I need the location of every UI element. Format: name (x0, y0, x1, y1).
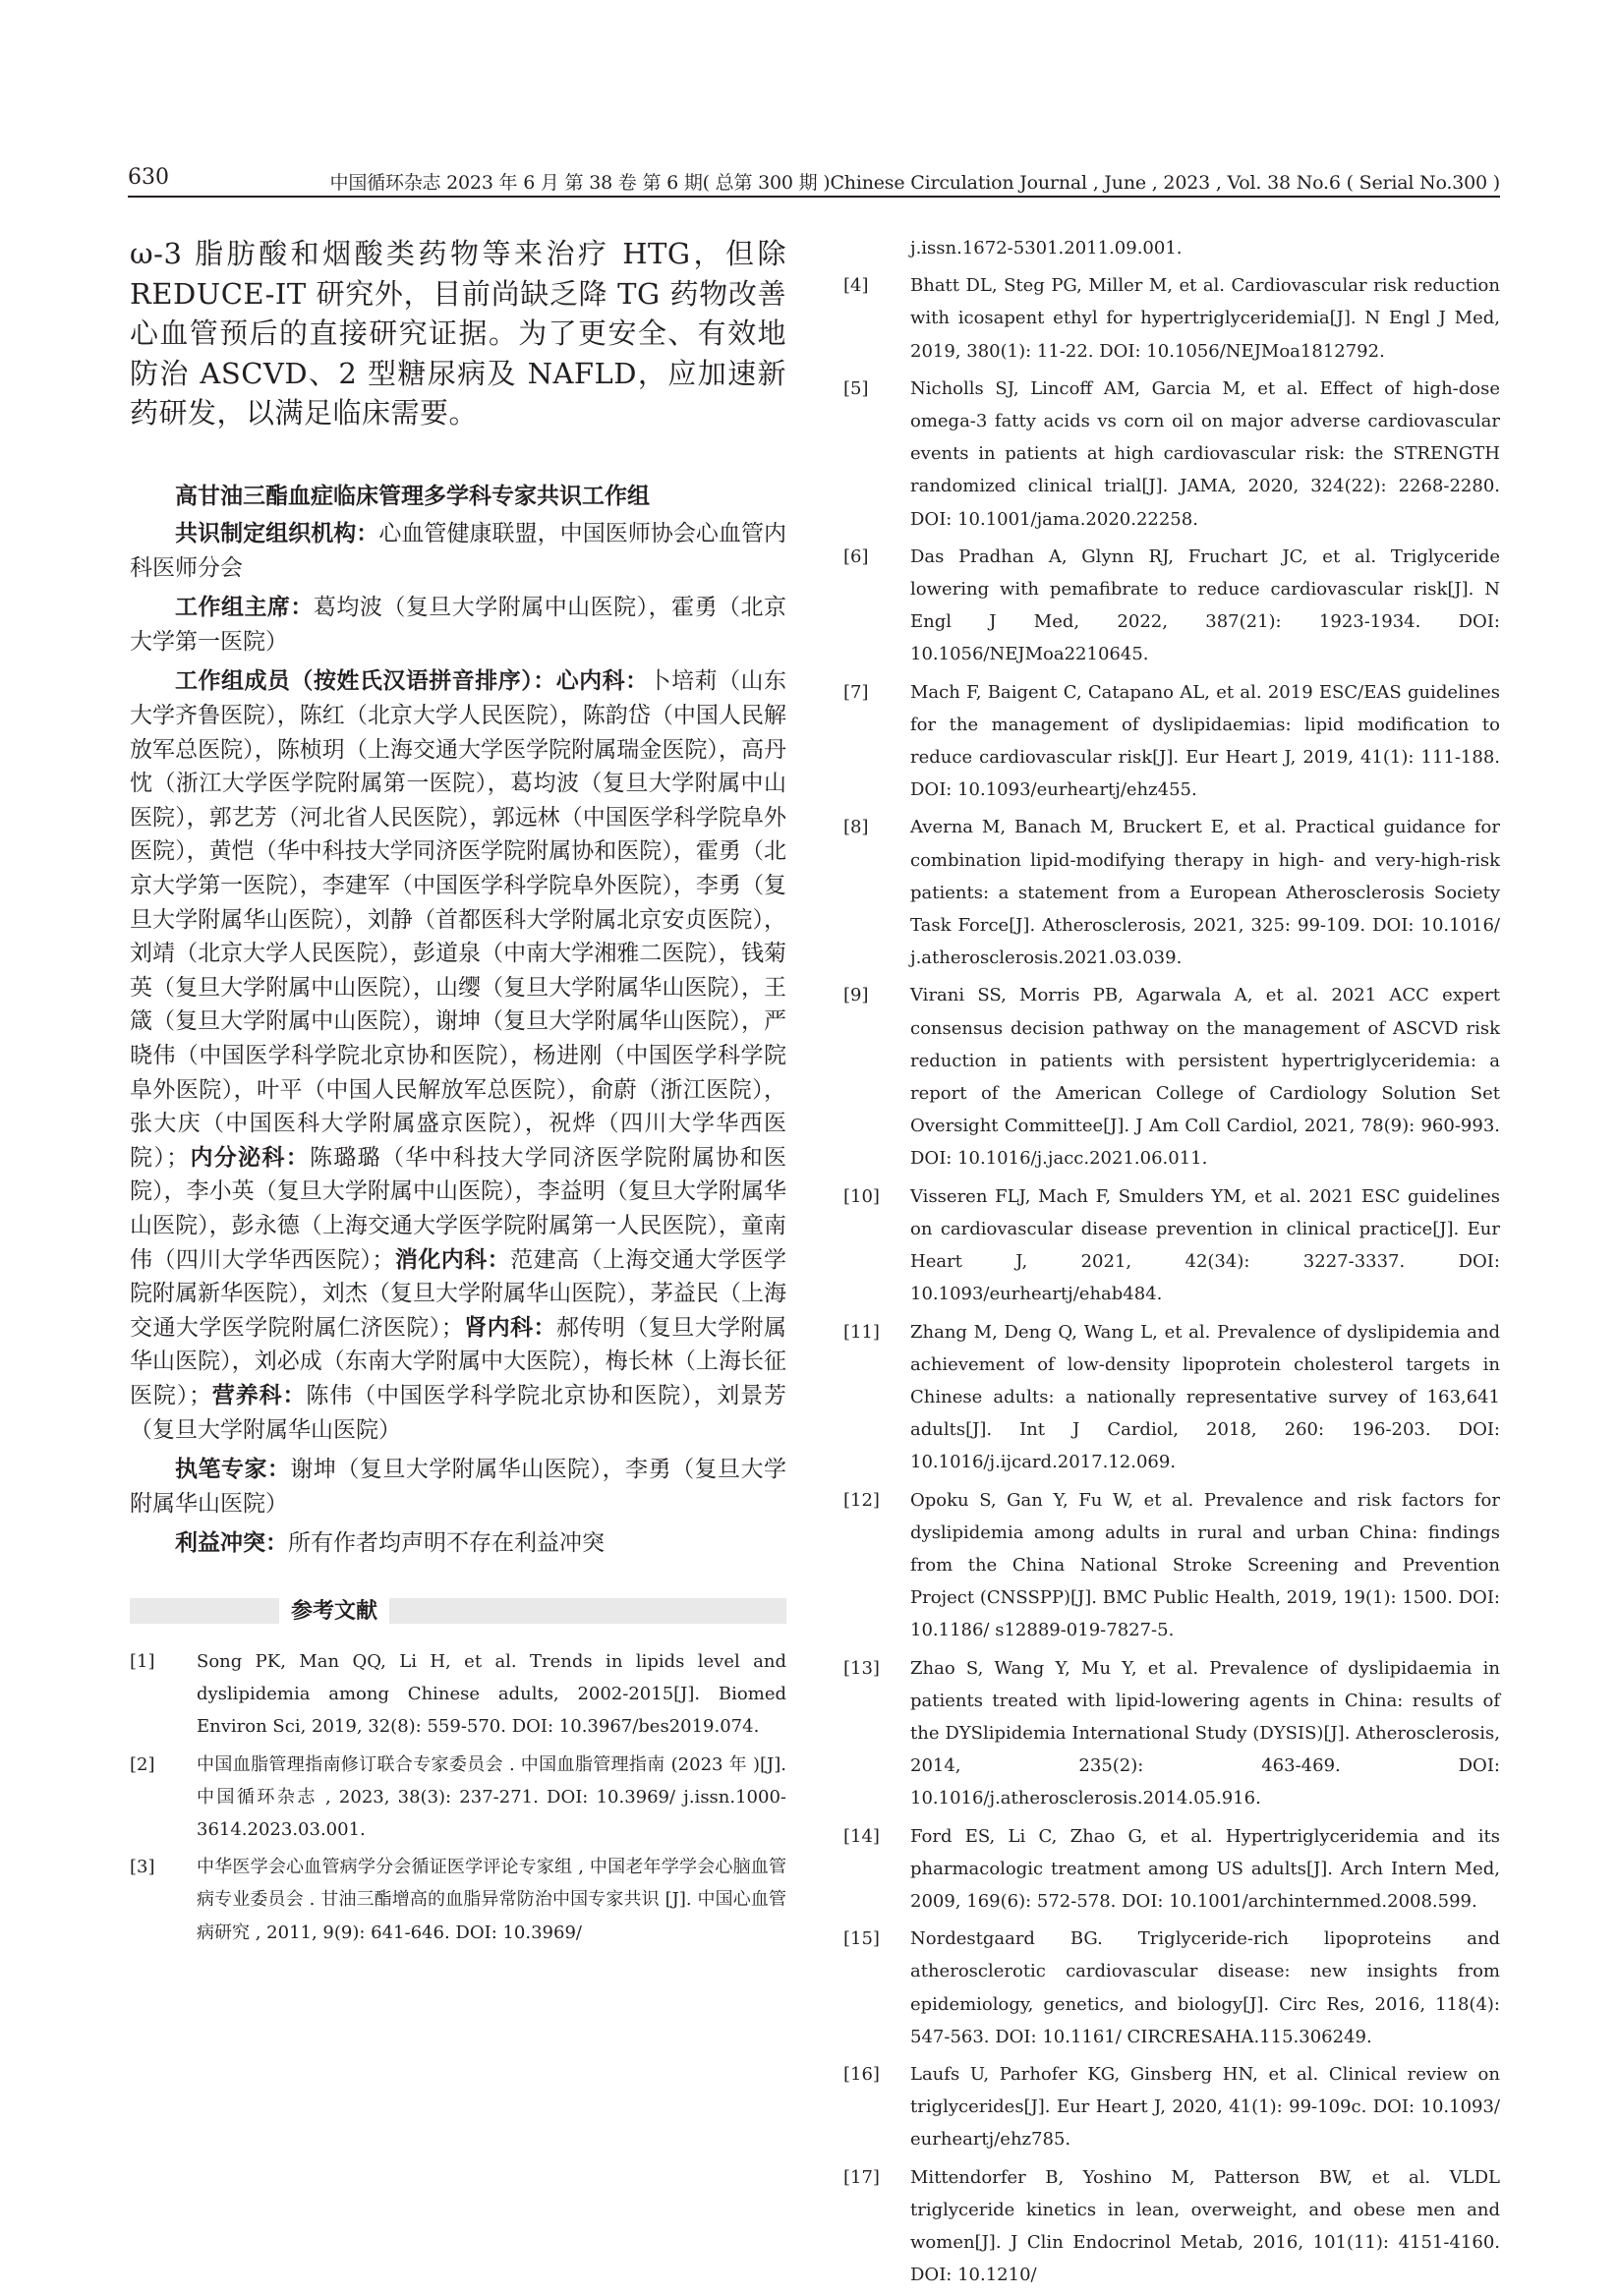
right-column (843, 232, 1500, 2296)
endocrine-label: 内分泌科： (189, 1143, 311, 1171)
reference-number: [15] (843, 1928, 880, 1950)
reference-continuation: j.issn.1672-5301.2011.09.001. (910, 238, 1183, 258)
reference-text: 中华医学会心血管病学分会循证医学评论专家组 , 中国老年学学会心脑血管病专业委员会 . 甘油三酯增高的血脂异常防治中国专家共识 [J]. 中国心血管病研究 , 2011, 9(9): 641-646. DOI: 10.3969/ (197, 1857, 786, 1943)
working-group (130, 480, 786, 1561)
reference-number: [12] (843, 1489, 880, 1511)
reference-text: 中国血脂管理指南修订联合专家委员会 . 中国血脂管理指南 (2023 年 )[J]. 中国循环杂志 , 2023, 38(3): 237-271. DOI: 10.3969/ j.issn.1000-3614.2023.03.001. (197, 1753, 786, 1840)
endocrine-text: 陈璐璐（华中科技大学同济医学院附属协和医院），李小英（复旦大学附属中山医院），李益明（复旦大学附属华山医院），彭永德（上海交通大学医学院附属第一人民医院），童南伟（四川大学华西医院）； (130, 1144, 787, 1273)
organizer-paragraph (130, 517, 786, 585)
reference-number: [10] (843, 1185, 880, 1207)
reference-item (130, 1851, 786, 1949)
reference-item (843, 541, 1500, 671)
members-paragraph (130, 664, 786, 1447)
reference-text: Mittendorfer B, Yoshino M, Patterson BW, et al. VLDL triglyceride kinetics in lean, overweight, and obese men and women[J]. J Clin Endocrinol Metab, 2016, 101(11): 4151-4160. DOI: 10.1210/ (910, 2166, 1500, 2286)
reference-item (130, 1749, 786, 1847)
organizer-label: 共识制定组织机构： (175, 520, 379, 547)
references-heading-bar (130, 1598, 786, 1624)
reference-item (843, 2161, 1500, 2292)
reference-item (843, 979, 1500, 1175)
reference-text: Mach F, Baigent C, Catapano AL, et al. 2019 ESC/EAS guidelines for the management of dyslipidaemias: lipid modification to reduce cardiovascular risk[J]. Eur Heart J, 2019, 41(1): 111-188. DOI: 10.1093/eurheartj/ehz455. (910, 681, 1500, 801)
coi-label: 利益冲突： (175, 1529, 288, 1557)
reference-item (843, 676, 1500, 807)
reference-text: Zhao S, Wang Y, Mu Y, et al. Prevalence of dyslipidaemia in patients treated with lipid-lowering agents in China: results of the DYSlipidemia International Study (DYSIS)[J]. Atherosclerosis, 2014, 235(2): 463-469. DOI: 10.1016/j.atherosclerosis.2014.05.916. (910, 1657, 1500, 1809)
left-column (130, 234, 786, 1954)
page-number: 630 (128, 165, 169, 190)
reference-item (843, 1180, 1500, 1311)
reference-text: Bhatt DL, Steg PG, Miller M, et al. Cardiovascular risk reduction with icosapent ethyl for hypertriglyceridemia[J]. N Engl J Med, 2019, 380(1): 11-22. DOI: 10.1056/NEJMoa1812792. (910, 275, 1500, 362)
chair-label: 工作组主席： (175, 594, 314, 621)
reference-item (843, 1484, 1500, 1647)
reference-item (843, 1316, 1500, 1479)
reference-item (843, 811, 1500, 974)
reference-text: Nicholls SJ, Lincoff AM, Garcia M, et al. Effect of high-dose omega-3 fatty acids vs corn oil on major adverse cardiovascular events in patients at high cardiovascular risk: the STRENGTH randomized clinical trial[J]. JAMA, 2020, 324(22): 2268-2280. DOI: 10.1001/jama.2020.22258. (910, 377, 1500, 530)
writers-label: 执笔专家： (175, 1456, 291, 1483)
cardiology-text: 卜培莉（山东大学齐鲁医院），陈红（北京大学人民医院），陈韵岱（中国人民解放军总医院），陈桢玥（上海交通大学医学院附属瑞金医院），高丹忱（浙江大学医学院附属第一医院），葛均波（复旦大学附属中山医院），郭艺芳（河北省人民医院），郭远林（中国医学科学院阜外医院），黄恺（华中科技大学同济医学院附属协和医院），霍勇（北京大学第一医院），李建军（中国医学科学院阜外医院），李勇（复旦大学附属华山医院），刘静（首都医科大学附属北京安贞医院），刘靖（北京大学人民医院），彭道泉（中南大学湘雅二医院），钱菊英（复旦大学附属中山医院），山缨（复旦大学附属华山医院），王箴（复旦大学附属中山医院），谢坤（复旦大学附属华山医院），严晓伟（中国医学科学院北京协和医院），杨进刚（中国医学科学院阜外医院），叶平（中国人民解放军总医院），俞蔚（浙江医院），张大庆（中国医科大学附属盛京医院），祝烨（四川大学华西医院）； (130, 668, 787, 1171)
reference-number: [1] (130, 1650, 155, 1672)
members-label: 工作组成员（按姓氏汉语拼音排序）： (175, 667, 556, 695)
reference-item (130, 1645, 786, 1744)
reference-number: [7] (843, 681, 869, 703)
reference-number: [3] (130, 1857, 155, 1878)
writers-paragraph (130, 1453, 786, 1521)
nephro-label: 肾内科： (463, 1313, 556, 1341)
organizer-text: 心血管健康联盟，中国医师协会心血管内科医师分会 (130, 521, 787, 581)
working-group-title: 高甘油三酯血症临床管理多学科专家共识工作组 (175, 482, 650, 509)
cardiology-label: 心内科： (555, 667, 649, 695)
reference-number: [4] (843, 275, 869, 297)
reference-text: Virani SS, Morris PB, Agarwala A, et al. 2021 ACC expert consensus decision pathway on the management of ASCVD risk reduction in patients with persistent hypertriglyceridemia: a report of the American College of Cardiology Solution Set Oversight Committee[J]. J Am Coll Cardiol, 2021, 78(9): 960-993. DOI: 10.1016/j.jacc.2021.06.011. (910, 985, 1500, 1170)
reference-item (843, 1923, 1500, 2053)
reference-item (843, 373, 1500, 536)
coi-text: 所有作者均声明不存在利益冲突 (288, 1530, 605, 1557)
page-header (128, 165, 1500, 197)
chair-text: 葛均波（复旦大学附属中山医院），霍勇（北京大学第一医院） (130, 595, 787, 655)
reference-item (843, 2058, 1500, 2156)
reference-item (843, 1820, 1500, 1919)
lead-paragraph: ω-3 脂肪酸和烟酸类药物等来治疗 HTG，但除 REDUCE-IT 研究外，目前尚缺乏降 TG 药物改善心血管预后的直接研究证据。为了更安全、有效地防治 ASCVD、2 型糖尿病及 NAFLD，应加速新药研发，以满足临床需要。 (130, 237, 786, 430)
references-heading: 参考文献 (279, 1596, 389, 1626)
reference-item (843, 1652, 1500, 1815)
header-rule (128, 196, 1500, 198)
nutrition-text: 陈伟（中国医学科学院北京协和医院），刘景芳（复旦大学附属华山医院） (130, 1382, 787, 1443)
reference-number: [8] (843, 817, 869, 838)
nutrition-label: 营养科： (211, 1381, 307, 1408)
reference-number: [13] (843, 1657, 880, 1679)
reference-item (843, 269, 1500, 368)
nephro-text: 郝传明（复旦大学附属华山医院），刘必成（东南大学附属中大医院），梅长林（上海长征医院）； (130, 1314, 787, 1408)
reference-text: Song PK, Man QQ, Li H, et al. Trends in lipids level and dyslipidemia among Chinese adults, 2002-2015[J]. Biomed Environ Sci, 2019, 32(8): 559-570. DOI: 10.3967/bes2019.074. (197, 1650, 786, 1738)
reference-list-left (130, 1645, 786, 1949)
reference-text: Das Pradhan A, Glynn RJ, Fruchart JC, et al. Triglyceride lowering with pemafibrate to reduce cardiovascular risk[J]. N Engl J Med, 2022, 387(21): 1923-1934. DOI: 10.1056/NEJMoa2210645. (910, 545, 1500, 665)
chair-paragraph (130, 591, 786, 659)
reference-text: Laufs U, Parhofer KG, Ginsberg HN, et al. Clinical review on triglycerides[J]. Eur Heart J, 2020, 41(1): 99-109c. DOI: 10.1093/ eurheartj/ehz785. (910, 2063, 1500, 2151)
reference-number: [5] (843, 377, 869, 399)
reference-text: Nordestgaard BG. Triglyceride-rich lipoproteins and atherosclerotic cardiovascular disease: new insights from epidemiology, genetics, and biology[J]. Circ Res, 2016, 118(4): 547-563. DOI: 10.1161/ CIRCRESAHA.115.306249. (910, 1928, 1500, 2047)
reference-number: [16] (843, 2063, 880, 2085)
writers-text: 谢坤（复旦大学附属华山医院），李勇（复旦大学附属华山医院） (130, 1457, 787, 1517)
reference-number: [2] (130, 1753, 155, 1775)
reference-number: [14] (843, 1825, 880, 1847)
gastro-label: 消化内科： (394, 1245, 511, 1273)
reference-text: Opoku S, Gan Y, Fu W, et al. Prevalence and risk factors for dyslipidemia among adults in rural and urban China: findings from the China National Stroke Screening and Prevention Project (CNSSPP)[J]. BMC Public Health, 2019, 19(1): 1500. DOI: 10.1186/ s12889-019-7827-5. (910, 1489, 1500, 1641)
reference-number: [9] (843, 985, 869, 1006)
reference-text: Averna M, Banach M, Bruckert E, et al. Practical guidance for combination lipid-modifying therapy in high- and very-high-risk patients: a statement from a European Atherosclerosis Society Task Force[J]. Atherosclerosis, 2021, 325: 99-109. DOI: 10.1016/ j.atherosclerosis.2021.03.039. (910, 817, 1500, 969)
running-title: 中国循环杂志 2023 年 6 月 第 38 卷 第 6 期( 总第 300 期 )Chinese Circulation Journal , June , 2023 , Vol. 38 No.6 ( Serial No.300 ) (329, 172, 1500, 194)
reference-number: [17] (843, 2166, 880, 2188)
reference-list-right (843, 232, 1500, 2291)
reference-text: Ford ES, Li C, Zhao G, et al. Hypertriglyceridemia and its pharmacologic treatment among US adults[J]. Arch Intern Med, 2009, 169(6): 572-578. DOI: 10.1001/archinternmed.2008.599. (910, 1825, 1500, 1912)
reference-text: Visseren FLJ, Mach F, Smulders YM, et al. 2021 ESC guidelines on cardiovascular disease prevention in clinical practice[J]. Eur Heart J, 2021, 42(34): 3227-3337. DOI: 10.1093/eurheartj/ehab484. (910, 1185, 1500, 1305)
reference-number: [6] (843, 545, 869, 567)
reference-number: [11] (843, 1321, 880, 1343)
coi-paragraph (130, 1526, 786, 1561)
reference-text: Zhang M, Deng Q, Wang L, et al. Prevalence of dyslipidemia and achievement of low-density lipoprotein cholesterol targets in Chinese adults: a nationally representative survey of 163,641 adults[J]. Int J Cardiol, 2018, 260: 196-203. DOI: 10.1016/j.ijcard.2017.12.069. (910, 1321, 1500, 1473)
gastro-text: 范建高（上海交通大学医学院附属新华医院），刘杰（复旦大学附属华山医院），茅益民（上海交通大学医学院附属仁济医院）； (130, 1246, 787, 1341)
